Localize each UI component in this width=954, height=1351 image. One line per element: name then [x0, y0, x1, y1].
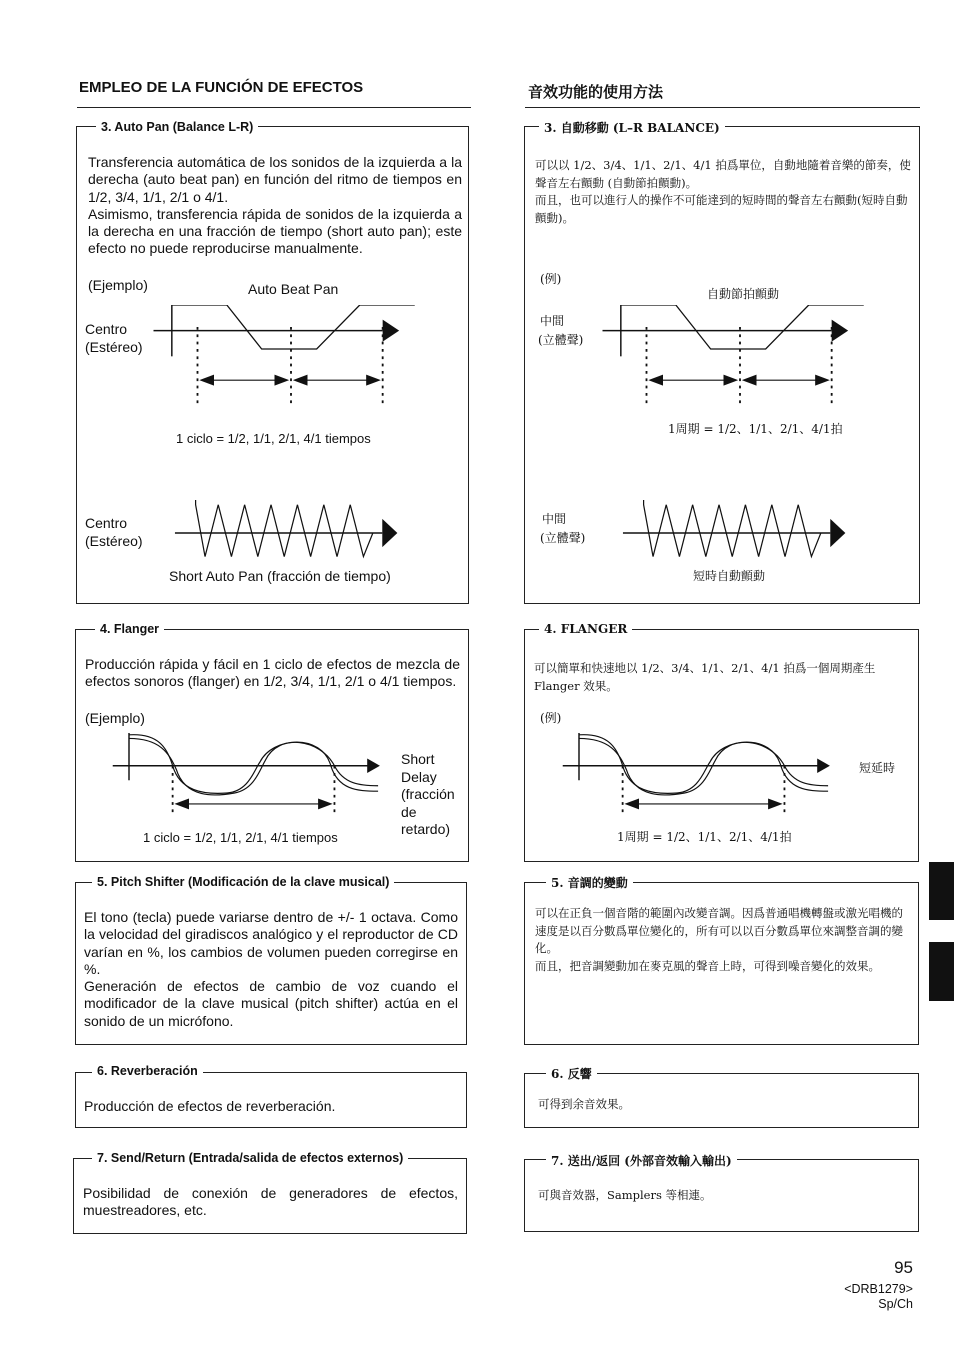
cn-send-text: 可與音效器，Samplers 等相連。 [538, 1188, 712, 1202]
short-auto-pan-diagram [172, 500, 404, 566]
send-title: 7. Send/Return (Entrada/salida de efectos externos) [92, 1151, 408, 1165]
reverb-title: 6. Reverberación [92, 1064, 203, 1078]
left-heading-rule [77, 107, 471, 108]
cn-flanger-diagram [550, 733, 848, 833]
auto-pan-example: (Ejemplo) [88, 277, 148, 293]
cn-auto-beat-pan-diagram [595, 305, 885, 415]
cn-center-label-2: 中間 [542, 512, 567, 526]
auto-beat-pan-diagram [146, 305, 436, 415]
lang-code: Sp/Ch [878, 1297, 913, 1311]
cn-auto-pan-para-2: 而且，也可以進行人的操作不可能達到的短時間的聲音左右顫動(短時自動顫動)。 [535, 193, 908, 225]
thumb-tab-lower [929, 942, 954, 1001]
stereo-label-2: (Estéreo) [85, 533, 143, 549]
flanger-cycle-caption: 1 ciclo = 1/2, 1/1, 2/1, 4/1 tiempos [143, 830, 338, 845]
cn-delay-label: 短延時 [859, 761, 896, 775]
cn-reverb-title: 6. 反響 [546, 1065, 597, 1082]
cn-auto-pan-text [535, 157, 913, 227]
cn-pitch-text [535, 905, 913, 975]
pitch-text [84, 909, 458, 1030]
pitch-para-1: El tono (tecla) puede variarse dentro de +/- 1 octava. Como la velocidad del giradiscos analógico y el reproductor de CD varían en %, los cambios de volumen pueden corregirse en %. [84, 909, 458, 977]
page-number: 95 [894, 1258, 913, 1277]
auto-beat-pan-label: Auto Beat Pan [248, 281, 339, 297]
left-heading: EMPLEO DE LA FUNCIÓN DE EFECTOS [79, 79, 364, 96]
auto-pan-para-2: Asimismo, transferencia rápida de sonidos de la izquierda a la derecha en una fracción de tiempo (short auto pan); este efecto no puede reproducirse manualmente. [88, 205, 462, 257]
stereo-label: (Estéreo) [85, 339, 143, 355]
flanger-example: (Ejemplo) [85, 710, 145, 726]
flanger-title: 4. Flanger [95, 622, 164, 636]
reverb-text: Producción de efectos de reverberación. [84, 1098, 336, 1114]
pitch-title: 5. Pitch Shifter (Modificación de la clave musical) [92, 875, 394, 889]
delay-line-4: de [401, 803, 417, 820]
cn-auto-pan-title: 3. 自動移動 (L–R BALANCE) [539, 119, 725, 136]
delay-line-1: Short [401, 751, 435, 767]
cn-pitch-title: 5. 音調的變動 [546, 874, 633, 891]
cn-center-label: 中間 [540, 314, 565, 328]
flanger-diagram [100, 733, 398, 833]
cn-send-title: 7. 送出/返回 (外部音效輸入輸出) [546, 1152, 737, 1169]
cn-pitch-para-1: 可以在正負一個音階的範圍內改變音調。因爲普通唱機轉盤或激光唱機的速度是以百分數爲單位變化的，所有可以以百分數爲單位來調整音調的變化。 [535, 906, 903, 955]
cn-short-auto-pan-diagram [620, 500, 852, 566]
flanger-text: Producción rápida y fácil en 1 ciclo de efectos de mezcla de efectos sonoros (flanger) en 1/2, 3/4, 1/1, 2/1 o 4/1 tiempos. [85, 656, 460, 690]
cn-short-auto-pan-caption: 短時自動顫動 [693, 569, 766, 583]
center-label-2: Centro [85, 515, 128, 531]
cn-stereo-label-2: (立體聲) [540, 531, 586, 545]
cn-flanger-title: 4. FLANGER [539, 622, 632, 636]
delay-line-2: Delay [401, 768, 437, 785]
cn-reverb-text: 可得到余音效果。 [538, 1097, 630, 1111]
right-heading-rule [525, 107, 920, 108]
right-heading: 音效功能的使用方法 [528, 83, 664, 101]
cn-flanger-example: (例) [540, 711, 562, 725]
auto-pan-title: 3. Auto Pan (Balance L-R) [96, 120, 258, 134]
short-auto-pan-caption: Short Auto Pan (fracción de tiempo) [169, 568, 391, 584]
center-label: Centro [85, 321, 128, 337]
cn-cycle-caption: 1周期 = 1/2、1/1、2/1、4/1拍 [668, 422, 843, 436]
delay-line-5: retardo) [401, 821, 451, 837]
short-delay-label [401, 751, 455, 839]
cn-stereo-label: (立體聲) [538, 333, 584, 347]
cn-flanger-text: 可以簡單和快速地以 1/2、3/4、1/1、2/1、4/1 拍爲一個周期產生 Flanger 效果。 [534, 661, 876, 693]
delay-line-3: (fracción [401, 786, 455, 802]
pitch-para-2: Generación de efectos de cambio de voz cuando el modificador de la clave musical (pitch shifter) actúa en el sonido de un micrófono. [84, 978, 458, 1029]
cn-auto-pan-para-1: 可以以 1/2、3/4、1/1、2/1、4/1 拍爲單位，自動地隨着音樂的節奏，使聲音左右顫動 (自動節拍顫動)。 [535, 158, 911, 190]
thumb-tab-upper [929, 862, 954, 920]
cn-flanger-cycle-caption: 1周期 = 1/2、1/1、2/1、4/1拍 [617, 830, 792, 844]
cn-pitch-para-2: 而且，把音調變動加在麥克風的聲音上時，可得到噪音變化的效果。 [535, 958, 880, 973]
auto-pan-text [88, 154, 462, 258]
cn-auto-beat-pan-label: 自動節拍顫動 [707, 287, 780, 301]
auto-pan-para-1: Transferencia automática de los sonidos de la izquierda a la derecha (auto beat pan) en función del ritmo de tiempos en 1/2, 3/4, 1/1, 2/1 o 4/1. [88, 154, 462, 205]
cn-auto-pan-example: (例) [540, 272, 562, 286]
doc-code: <DRB1279> [844, 1282, 913, 1296]
cycle-caption: 1 ciclo = 1/2, 1/1, 2/1, 4/1 tiempos [176, 431, 371, 446]
send-text: Posibilidad de conexión de generadores de efectos, muestreadores, etc. [83, 1185, 458, 1219]
